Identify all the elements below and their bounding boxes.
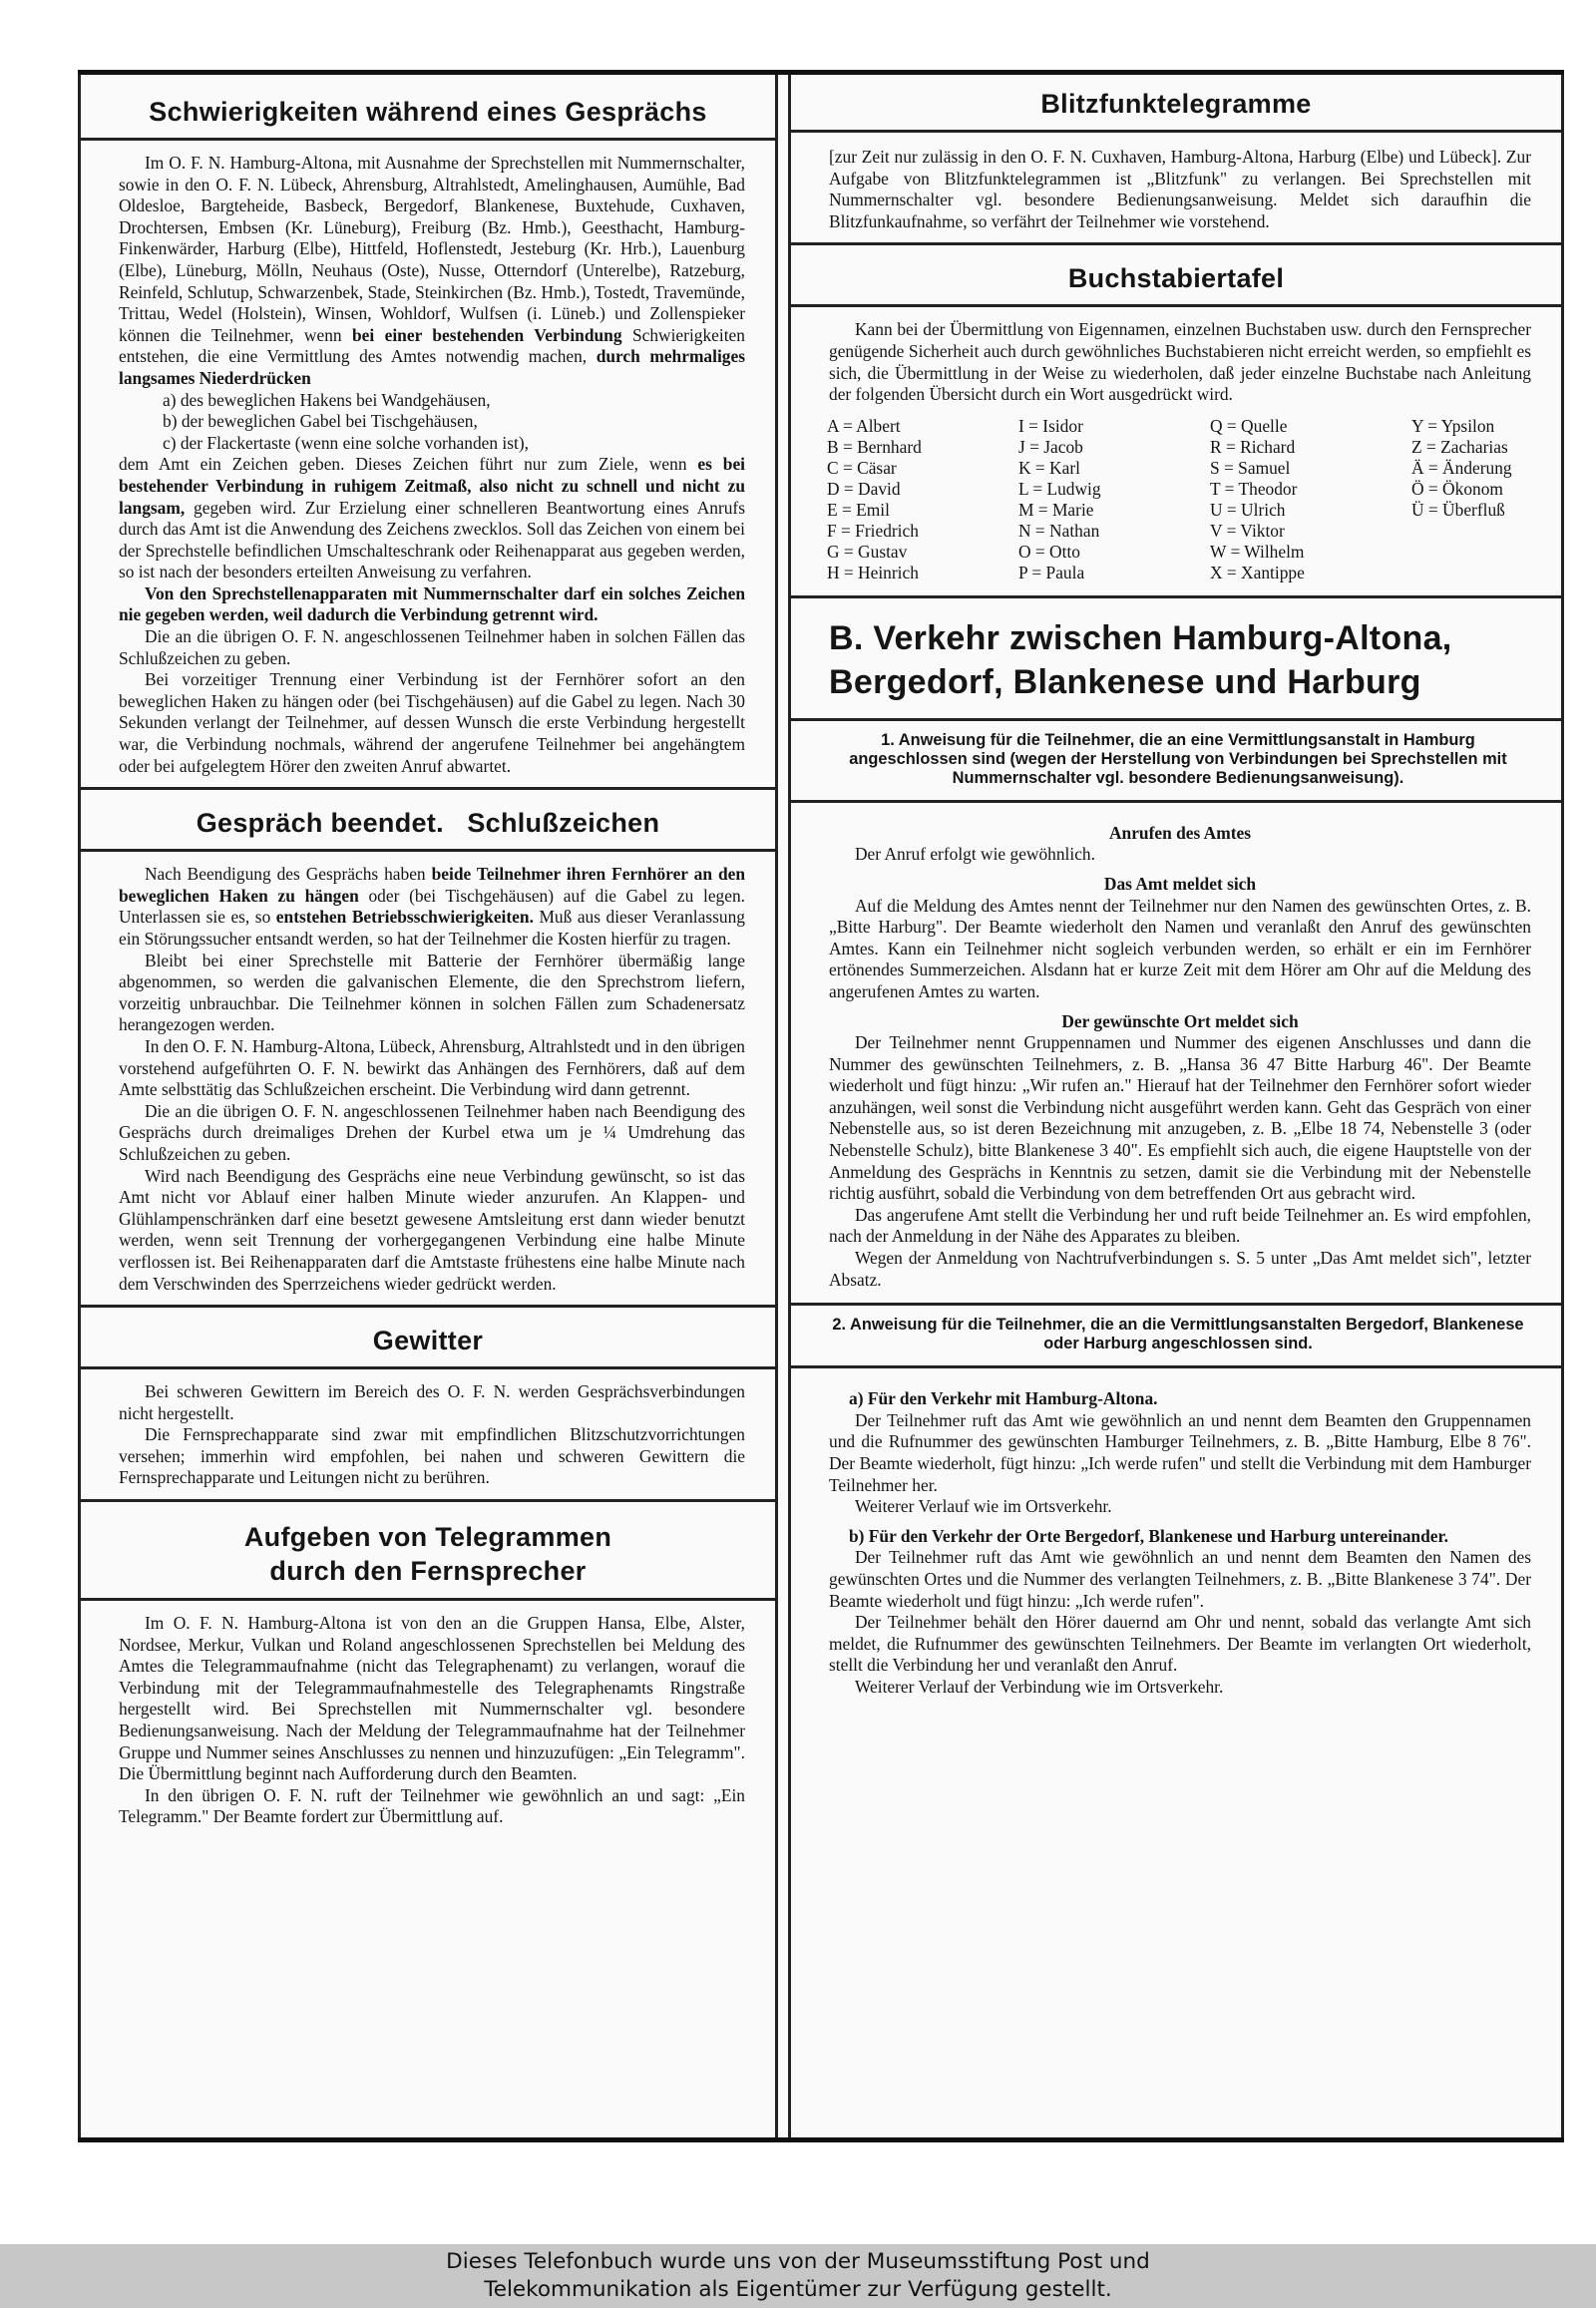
footer-line: Telekommunikation als Eigentümer zur Verfügung gestellt.: [484, 2277, 1112, 2302]
text: gegeben wird. Zur Erzielung einer schnelleren Beantwortung eines Anrufs durch das Amt ist die Anwendung des Zeichens zwecklos. Soll das Zeichen von einem bei der Sprechstelle befindlichen Umschalteschrank oder Reihenapparat aus gegeben werden, so ist nach der besonders erteilten Anweisung zu verfahren.: [119, 497, 745, 582]
list-item: a) des beweglichen Hakens bei Wandgehäusen,: [163, 389, 491, 410]
footer-line: Dieses Telefonbuch wurde uns von der Museumsstiftung Post und: [446, 2249, 1150, 2274]
spelling-entry: U = Ulrich: [1210, 499, 1286, 520]
paragraph: Wird nach Beendigung des Gesprächs eine neue Verbindung gewünscht, so ist das Amt nicht vor Ablauf einer halben Minute wieder anzurufen. An Klappen- und Glühlampenschränken darf eine besetzt gewesene Amtsleitung erst dann wieder benutzt werden, wenn seit Trennung der vorhergegangenen Verbindung eine halbe Minute verflossen ist. Bei Reihenapparaten darf die Amtstaste frühestens eine halbe Minute nach dem Verschwinden des Sperrzeichens wieder gedrückt werden.: [119, 1165, 745, 1294]
spelling-entry: P = Paula: [1018, 562, 1085, 582]
spelling-entry: D = David: [827, 478, 901, 499]
spelling-entry: V = Viktor: [1210, 520, 1285, 541]
paragraph: Der Teilnehmer behält den Hörer dauernd am Ohr und nennt, sobald das verlangte Amt sich meldet, die Rufnummer des gewünschten Teilnehmers. Der Beamte im verlangten Ort wiederholt, stellt die Verbindung her und veranlaßt den Anruf.: [829, 1612, 1531, 1676]
paragraph: Weiterer Verlauf wie im Ortsverkehr.: [855, 1496, 1112, 1517]
spelling-entry: J = Jacob: [1018, 436, 1083, 457]
spelling-entry: C = Cäsar: [827, 457, 897, 478]
subheading: Das Amt meldet sich: [1103, 873, 1257, 894]
text: oder (bei Tischgehäusen) auf die Gabel zu legen. Unterlassen sie es, so: [119, 885, 745, 928]
paragraph: [zur Zeit nur zulässig in den O. F. N. Cuxhaven, Hamburg-Altona, Harburg (Elbe) und Lübeck]. Zur Aufgabe von Blitzfunktelegrammen ist „Blitzfunk" zu verlangen. Bei Sprechstellen mit Nummernschalter vgl. besondere Bedienungsanweisung. Meldet sich daraufhin die Blitzfunkaufnahme, so verfährt der Teilnehmer wie vorstehend.: [829, 147, 1531, 231]
spelling-entry: T = Theodor: [1210, 478, 1298, 499]
spelling-entry: Y = Ypsilon: [1411, 415, 1495, 436]
paragraph: [119, 583, 745, 626]
paragraph: Die Fernsprechapparate sind zwar mit empfindlichen Blitzschutzvorrichtungen versehen; immerhin wird empfohlen, bei nahen und schweren Gewittern die Fernsprechapparate und Leitungen nicht zu berühren.: [119, 1424, 745, 1488]
text-bold: bei einer bestehenden Verbindung: [352, 324, 622, 345]
spelling-entry: E = Emil: [827, 499, 890, 520]
list-item: b) der beweglichen Gabel bei Tischgehäusen,: [163, 411, 478, 432]
spelling-entry: S = Samuel: [1210, 457, 1291, 478]
paragraph: [119, 454, 745, 583]
paragraph: Der Teilnehmer nennt Gruppennamen und Nummer des eigenen Anschlusses und dann die Nummer des gewünschten Teilnehmers, z. B. „Hansa 36 47 Bitte Harburg 46". Der Beamte wiederholt und fügt hinzu: „Wir rufen an." Hierauf hat der Teilnehmer den Fernhörer sofort wieder anzuhängen, weil sonst die Verbindung nicht ausgeführt werden kann. Geht das Gespräch von einer Nebenstelle aus, so ist deren Bezeichnung mit anzugeben, z. B. „Elbe 18 74, Nebenstelle 3 (oder Nebenstelle Schulz), bitte Blankenese 3 40". Es empfiehlt sich auch, die eigene Hauptstelle von der Anmeldung des Gesprächs in Kenntnis zu setzen, damit sie die Verbindung mit der Nebenstelle richtig ausführt, sobald die Verbindung von dem betreffenden Ort aus gebracht wird.: [829, 1032, 1531, 1204]
spelling-entry: G = Gustav: [827, 541, 908, 562]
paragraph: Wegen der Anmeldung von Nachtrufverbindungen s. S. 5 unter „Das Amt meldet sich", letzter Absatz.: [829, 1248, 1531, 1290]
spelling-entry: M = Marie: [1018, 499, 1094, 520]
paragraph: Der Anruf erfolgt wie gewöhnlich.: [855, 844, 1095, 865]
paragraph: Die an die übrigen O. F. N. angeschlossenen Teilnehmer haben in solchen Fällen das Schlußzeichen zu geben.: [119, 626, 745, 668]
paragraph: Die an die übrigen O. F. N. angeschlossenen Teilnehmer haben nach Beendigung des Gesprächs durch dreimaliges Drehen der Kurbel etwa um je ¼ Umdrehung das Schlußzeichen zu geben.: [119, 1100, 745, 1164]
footer-banner: [0, 2244, 1596, 2308]
paragraph: Im O. F. N. Hamburg-Altona ist von den an die Gruppen Hansa, Elbe, Alster, Nordsee, Merkur, Vulkan und Roland angeschlossenen Sprechstellen bei Meldung des Amtes die Telegrammaufnahme (nicht das Telegraphenamt) zu verlangen, worauf die Verbindung mit der Telegrammaufnahmestelle des Telegraphenamts Ringstraße hergestellt wird. Bei Sprechstellen mit Nummernschalter vgl. besondere Bedienungsanweisung. Nach der Meldung der Telegrammaufnahme hat der Teilnehmer Gruppe und Nummer seines Anschlusses zu nennen und hinzuzufügen: „Ein Telegramm". Die Übermittlung beginnt nach Aufforderung durch den Beamten.: [119, 1613, 745, 1784]
section-body-blitzfunk: [791, 133, 1561, 242]
section-title-buchstabiertafel: Buchstabiertafel: [791, 242, 1561, 307]
paragraph: [119, 864, 745, 950]
spelling-column: [1210, 416, 1399, 583]
section-body-schwierigkeiten: [81, 141, 775, 787]
directory-page: [78, 70, 1564, 2142]
title-line: Bergedorf, Blankenese und Harburg: [829, 662, 1421, 701]
text: Muß aus dieser Veranlassung ein Störungssucher entsandt werden, so hat der Teilnehmer die Kosten hierfür zu tragen.: [119, 907, 745, 949]
spelling-entry: Z = Zacharias: [1411, 436, 1508, 457]
text: Im O. F. N. Hamburg-Altona, mit Ausnahme der Sprechstellen mit Nummernschalter, sowie in den O. F. N. Lübeck, Ahrensburg, Altrahlstedt, Amelinghausen, Aumühle, Bad Oldesloe, Bargteheide, Basbeck, Bergedorf, Blankenese, Buxtehude, Cuxhaven, Drochtersen, Embsen (Kr. Lüneburg), Freiburg (Bz. Hmb.), Geesthacht, Hamburg-Finkenwärder, Harburg (Elbe), Hittfeld, Hoflenstedt, Jesteburg (Kr. Hrb.), Lauenburg (Elbe), Lüneburg, Mölln, Neuhaus (Oste), Nusse, Otterndorf (Unterelbe), Ratzeburg, Reinfeld, Schlutup, Schwarzenbek, Stade, Steinkirchen (Bz. Hmb.), Tostedt, Travemünde, Trittau, Wedel (Holstein), Winsen, Wohldorf, Wulfsen (i. Lüneb.) und Zollenspieker können die Teilnehmer, wenn: [119, 153, 745, 345]
paragraph: Kann bei der Übermittlung von Eigennamen, einzelnen Buchstaben usw. durch den Fernsprecher genügende Sicherheit auch durch gewöhnliches Buchstabieren nicht erreicht werden, so empfiehlt es sich, die Übermittlung in der Weise zu wiederholen, daß jeder einzelne Buchstabe nach Anleitung der folgenden Übersicht durch ein Wort ausgedrückt wird.: [829, 319, 1531, 405]
text: Schwierigkeiten entstehen, die eine Vermittlung des Amtes notwendig machen,: [119, 324, 745, 367]
paragraph: Bei schweren Gewittern im Bereich des O. F. N. werden Gesprächsverbindungen nicht hergestellt.: [119, 1381, 745, 1423]
section-body-schlusszeichen: [81, 852, 775, 1305]
spelling-entry: N = Nathan: [1018, 520, 1100, 541]
spelling-column: [1018, 416, 1198, 583]
column-gutter: [778, 75, 788, 2137]
spelling-entry: R = Richard: [1210, 436, 1296, 457]
paragraph: Bei vorzeitiger Trennung einer Verbindung ist der Fernhörer sofort an den beweglichen Haken zu hängen oder (bei Tischgehäusen) auf die Gabel zu legen. Nach 30 Sekunden verlangt der Teilnehmer, auf dessen Wunsch die erste Verbindung hergestellt war, die Verbindung nochmals, während der angerufene Teilnehmer bei angehängtem oder bei aufgelegtem Hörer den zweiten Anruf abwartet.: [119, 669, 745, 776]
subheading: b) Für den Verkehr der Orte Bergedorf, Blankenese und Harburg untereinander.: [849, 1525, 1448, 1546]
paragraph: Das angerufene Amt stellt die Verbindung her und ruft beide Teilnehmer an. Es wird empfohlen, nach der Anmeldung in der Nähe des Apparates zu bleiben.: [829, 1204, 1531, 1247]
text-bold: entstehen Betriebsschwierigkeiten.: [275, 907, 534, 928]
section-body-buchstabiertafel: [791, 307, 1561, 409]
spelling-entry: Q = Quelle: [1210, 415, 1288, 436]
instruction-heading-2: 2. Anweisung für die Teilnehmer, die an die Vermittlungsanstalten Bergedorf, Blankenese oder Harburg angeschlossen sind.: [791, 1306, 1561, 1368]
paragraph: [119, 153, 745, 390]
spelling-column: [827, 416, 1006, 583]
left-column: [78, 75, 778, 2137]
paragraph: Der Teilnehmer ruft das Amt wie gewöhnlich an und nennt dem Beamten den Gruppennamen und die Rufnummer des gewünschten Hamburger Teilnehmers, z. B. „Bitte Hamburg, Elbe 8 76". Der Beamte wiederholt, fügt hinzu: „Ich werde rufen" und stellt die Verbindung mit dem Hamburger Teilnehmer her.: [829, 1409, 1531, 1495]
text-bold: durch mehrmaliges langsames Niederdrücken: [119, 346, 745, 388]
section-body-vermittlung: [791, 1368, 1561, 1708]
section-title-blitzfunk: Blitzfunktelegramme: [791, 75, 1561, 133]
text: Nach Beendigung des Gesprächs haben: [145, 864, 426, 885]
spelling-table: [791, 410, 1561, 595]
device-list: [119, 390, 745, 455]
spelling-entry: Ö = Ökonom: [1411, 478, 1503, 499]
section-body-gewitter: [81, 1369, 775, 1499]
spelling-entry: A = Albert: [827, 415, 901, 436]
text: dem Amt ein Zeichen geben. Dieses Zeichen führt nur zum Ziele, wenn: [119, 454, 687, 475]
section-body-telegramme: [81, 1601, 775, 1838]
paragraph: Auf die Meldung des Amtes nennt der Teilnehmer nur den Namen des gewünschten Ortes, z. B. „Bitte Harburg". Der Beamte wiederholt den Namen und veranlaßt den Anruf des gewünschten Amtes. Kann ein Teilnehmer nicht sogleich verbunden werden, so erhält er ein im Fernhörer ertönendes Summerzeichen. Alsdann hat er kurze Zeit mit dem Hörer am Ohr auf die Meldung des angerufenen Amtes zu warten.: [829, 895, 1531, 1001]
text-bold: es bei bestehender Verbindung in ruhigem Zeitmaß, also nicht zu schnell und nicht zu langsam,: [119, 454, 745, 518]
right-column: [788, 75, 1564, 2137]
section-title-schwierigkeiten: Schwierigkeiten während eines Gesprächs: [81, 75, 775, 141]
title-line: Aufgeben von Telegrammen: [243, 1522, 612, 1553]
spelling-entry: I = Isidor: [1018, 415, 1083, 436]
paragraph: In den übrigen O. F. N. ruft der Teilnehmer wie gewöhnlich an und sagt: „Ein Telegramm." Der Beamte fordert zur Übermittlung auf.: [119, 1784, 745, 1827]
spelling-entry: L = Ludwig: [1018, 478, 1101, 499]
title-line: durch den Fernsprecher: [269, 1556, 587, 1587]
spelling-entry: B = Bernhard: [827, 436, 922, 457]
section-title-gewitter: Gewitter: [81, 1305, 775, 1369]
spelling-entry: X = Xantippe: [1210, 562, 1305, 582]
spelling-entry: O = Otto: [1018, 541, 1080, 562]
list-item: c) der Flackertaste (wenn eine solche vorhanden ist),: [163, 432, 529, 453]
subheading: Der gewünschte Ort meldet sich: [1061, 1010, 1299, 1031]
spelling-entry: H = Heinrich: [827, 562, 919, 582]
instruction-heading-1: 1. Anweisung für die Teilnehmer, die an eine Vermittlungsanstalt in Hamburg angeschlossen sind (wegen der Herstellung von Verbindungen bei Sprechstellen mit Nummernschalter vgl. besondere Bedienungsanweisung).: [791, 721, 1561, 803]
subheading: Anrufen des Amtes: [1108, 822, 1252, 843]
text-bold: beide Teilnehmer ihren Fernhörer an den beweglichen Haken zu hängen: [119, 864, 746, 906]
spelling-entry: W = Wilhelm: [1210, 541, 1305, 562]
paragraph: Der Teilnehmer ruft das Amt wie gewöhnlich an und nennt dem Beamten den Namen des gewünschten Ortes und die Nummer des verlangten Teilnehmers, z. B. „Bitte Blankenese 3 74". Der Beamte wiederholt und fügt hinzu: „Ich werde rufen".: [829, 1547, 1531, 1611]
paragraph: Weiterer Verlauf der Verbindung wie im Ortsverkehr.: [855, 1676, 1224, 1697]
section-title-verkehr: [791, 595, 1561, 721]
spelling-entry: F = Friedrich: [827, 520, 919, 541]
spelling-entry: Ü = Überfluß: [1411, 499, 1505, 520]
spelling-column: [1411, 416, 1561, 583]
paragraph: In den O. F. N. Hamburg-Altona, Lübeck, Ahrensburg, Altrahlstedt und in den übrigen vorstehend aufgeführten O. F. N. bewirkt das Anhängen des Fernhörers, daß auf dem Amte selbsttätig das Schlußzeichen erscheint. Die Verbindung wird dann getrennt.: [119, 1035, 745, 1100]
spelling-entry: K = Karl: [1018, 457, 1080, 478]
spelling-entry: Ä = Änderung: [1411, 457, 1512, 478]
paragraph: Bleibt bei einer Sprechstelle mit Batterie der Fernhörer übermäßig lange abgenommen, so werden die galvanischen Elemente, die den Sprechstrom liefern, vorzeitig unbrauchbar. Die Teilnehmer können in solchen Fällen zum Schadenersatz herangezogen werden.: [119, 950, 745, 1035]
section-title-telegramme: [81, 1499, 775, 1601]
section-title-schlusszeichen: Gespräch beendet. Schlußzeichen: [81, 787, 775, 852]
subheading: a) Für den Verkehr mit Hamburg-Altona.: [849, 1388, 1158, 1409]
title-line: B. Verkehr zwischen Hamburg-Altona,: [829, 618, 1452, 657]
section-body-verkehr: [791, 803, 1561, 1303]
text-bold: Von den Sprechstellenapparaten mit Nummernschalter darf ein solches Zeichen nie gegeben werden, weil dadurch die Verbindung getrennt wird.: [119, 582, 745, 625]
